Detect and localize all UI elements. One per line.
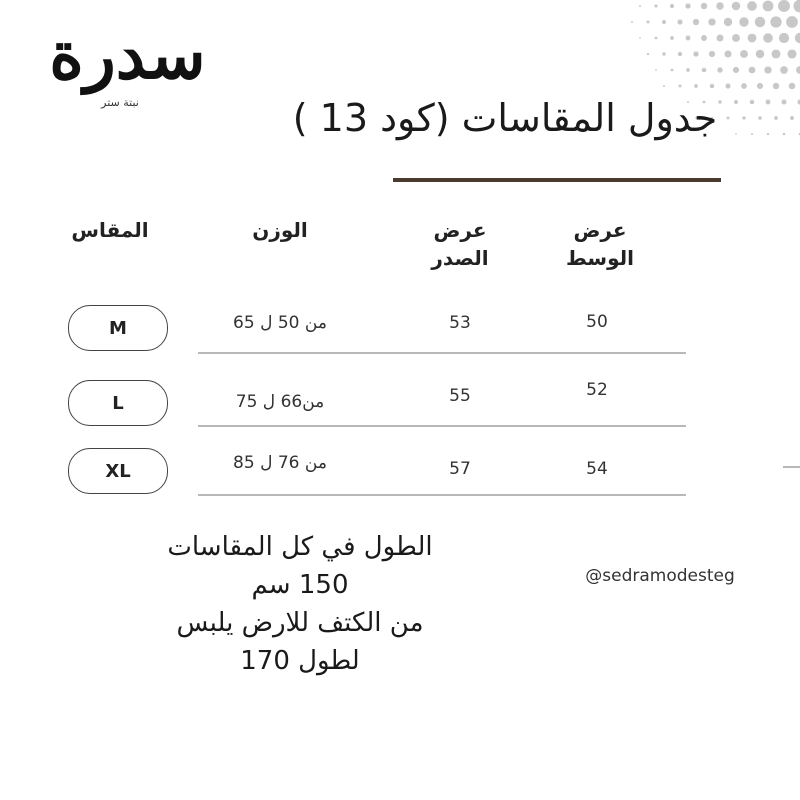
- halftone-dot: [679, 85, 682, 88]
- halftone-dot: [780, 66, 788, 74]
- halftone-dot: [678, 52, 682, 56]
- halftone-dot: [772, 50, 781, 59]
- halftone-dot: [786, 16, 798, 28]
- length-notes: الطول في كل المقاسات 150 سم من الكتف للارض يلبس لطول 170: [167, 532, 433, 676]
- halftone-dot: [789, 83, 796, 90]
- halftone-dot: [790, 116, 794, 120]
- halftone-dot: [655, 37, 658, 40]
- waist-cell: 52: [586, 380, 608, 400]
- header-chest-width: عرض الصدر: [431, 218, 489, 270]
- chest-cell: 55: [449, 386, 471, 406]
- halftone-dot: [787, 49, 796, 58]
- halftone-dot: [739, 17, 748, 26]
- halftone-dot: [778, 0, 790, 12]
- halftone-dot: [671, 69, 674, 72]
- halftone-dot: [647, 53, 649, 55]
- halftone-dot: [725, 83, 730, 88]
- halftone-dot: [717, 35, 724, 42]
- halftone-dot: [763, 1, 774, 12]
- halftone-dot: [685, 3, 690, 8]
- halftone-dot: [677, 19, 682, 24]
- page-title: جدول المقاسات (كود 13 ): [292, 96, 718, 140]
- halftone-dot: [748, 34, 757, 43]
- halftone-dot: [755, 17, 765, 27]
- header-weight: الوزن: [252, 218, 308, 242]
- halftone-dot: [710, 84, 714, 88]
- halftone-dot: [663, 85, 665, 87]
- halftone-dot: [770, 16, 781, 27]
- halftone-dot: [694, 84, 698, 88]
- halftone-dot: [724, 50, 731, 57]
- halftone-dot: [670, 4, 674, 8]
- halftone-dot: [646, 20, 649, 23]
- halftone-dot: [701, 35, 707, 41]
- header-waist-width: عرض الوسط: [566, 218, 634, 270]
- size-pill-m: M: [68, 305, 168, 351]
- halftone-dot: [763, 33, 773, 43]
- halftone-dot: [716, 2, 724, 10]
- brand-logo-text: سدرة: [49, 16, 206, 94]
- halftone-dot: [767, 133, 769, 135]
- halftone-dot: [708, 18, 715, 25]
- halftone-dot: [733, 67, 739, 73]
- row-divider: [198, 352, 686, 354]
- halftone-dot: [670, 36, 674, 40]
- halftone-dot: [779, 33, 789, 43]
- halftone-dot: [717, 67, 722, 72]
- halftone-dot: [757, 83, 763, 89]
- halftone-dot: [709, 51, 715, 57]
- weight-cell: من 50 ل 65: [233, 313, 327, 333]
- halftone-dot: [686, 36, 691, 41]
- halftone-dot: [732, 2, 741, 11]
- header-size: المقاس: [71, 218, 149, 242]
- halftone-dot: [724, 18, 732, 26]
- halftone-dot: [662, 20, 666, 24]
- brand-logo-subtitle: نبتة ستر: [101, 96, 139, 109]
- halftone-dot: [639, 37, 641, 39]
- halftone-dot: [764, 66, 771, 73]
- halftone-dot: [796, 66, 800, 74]
- halftone-dot: [701, 3, 707, 9]
- halftone-dot: [654, 4, 657, 7]
- halftone-dot: [639, 5, 641, 7]
- halftone-dot: [795, 33, 800, 43]
- halftone-dot: [702, 68, 707, 73]
- waist-cell: 54: [586, 459, 608, 479]
- chest-cell: 53: [449, 313, 471, 333]
- edge-divider: [783, 466, 800, 468]
- size-pill-xl: XL: [68, 448, 168, 494]
- halftone-dot: [740, 50, 748, 58]
- weight-cell: من66 ل 75: [235, 392, 325, 412]
- halftone-dot: [693, 51, 698, 56]
- halftone-dot: [693, 19, 699, 25]
- halftone-dot: [766, 100, 771, 105]
- halftone-dot: [732, 34, 740, 42]
- halftone-dot: [756, 50, 765, 59]
- chest-cell: 57: [449, 459, 471, 479]
- halftone-dot: [655, 69, 657, 71]
- weight-cell: من 76 ل 85: [233, 453, 327, 473]
- halftone-dot: [686, 68, 690, 72]
- waist-cell: 50: [586, 312, 608, 332]
- halftone-dot: [773, 83, 779, 89]
- halftone-dot: [741, 83, 747, 89]
- halftone-dot: [747, 1, 757, 11]
- size-pill-l: L: [68, 380, 168, 426]
- halftone-dot: [794, 0, 800, 13]
- halftone-dot: [749, 67, 756, 74]
- halftone-dot: [631, 21, 633, 23]
- row-divider: [198, 494, 686, 496]
- halftone-dot: [781, 99, 786, 104]
- instagram-handle: @sedramodesteg: [585, 566, 735, 586]
- brand-logo: [40, 10, 240, 130]
- halftone-dot: [662, 52, 665, 55]
- row-divider: [198, 425, 686, 427]
- halftone-dot: [774, 116, 778, 120]
- title-underline: [393, 178, 721, 182]
- halftone-dot: [783, 133, 786, 136]
